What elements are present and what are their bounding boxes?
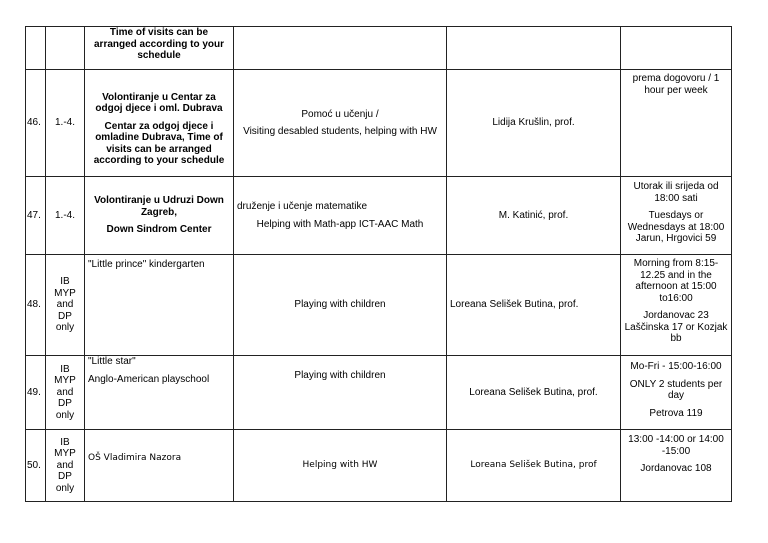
cell-time xyxy=(621,70,732,177)
time-text: Morning from 8:15-12.25 and in the afternoon at 15:00 to16:00 xyxy=(633,258,719,304)
cell-activity xyxy=(234,70,447,177)
activity-text: Playing with children xyxy=(294,299,386,311)
place-text: "Little star" xyxy=(88,356,136,367)
cell-time xyxy=(621,177,732,255)
cell-time xyxy=(621,430,732,502)
cell-num: 47. xyxy=(26,177,46,255)
time-text: 13:00 -14:00 or 14:00 -15:00 xyxy=(628,434,724,457)
cell-place xyxy=(85,356,234,430)
place-text: Centar za odgoj djece i omladine Dubrava, Time of visits can be arranged according to your schedule xyxy=(93,120,225,166)
cell-place xyxy=(85,27,234,70)
place-text: Volontiranje u Centar za odgoj djece i oml. Dubrava xyxy=(95,91,223,114)
activity-text: druženje i učenje matematike xyxy=(237,201,368,212)
cell-mentor: Loreana Selišek Butina, prof. xyxy=(447,356,621,430)
activity-text: Playing with children xyxy=(294,370,386,381)
activity-text: Helping with Math-app ICT-AAC Math xyxy=(256,218,424,230)
cell-place xyxy=(85,177,234,255)
place-text: Down Sindrom Center xyxy=(106,224,212,236)
time-text: Petrova 119 xyxy=(649,407,703,419)
volunteering-table xyxy=(25,26,732,502)
cell-activity xyxy=(234,430,447,502)
cell-mentor: Loreana Selišek Butina, prof. xyxy=(447,255,621,356)
cell-time xyxy=(621,27,732,70)
place-text: OŠ Vladimira Nazora xyxy=(88,452,182,463)
time-text: Mo-Fri - 15:00-16:00 xyxy=(630,361,722,372)
cell-grade: IB MYP and DP only xyxy=(46,356,85,430)
activity-text: Visiting desabled students, helping with HW xyxy=(243,126,437,137)
cell-grade: 1.-4. xyxy=(46,177,85,255)
time-text: Jordanovac 23 Laščinska 17 or Kozjak bb xyxy=(624,310,728,344)
cell-grade: IB MYP and DP only xyxy=(46,255,85,356)
activity-text: Pomoć u učenju / xyxy=(301,108,379,120)
cell-num: 48. xyxy=(26,255,46,356)
cell-activity xyxy=(234,255,447,356)
cell-num: 46. xyxy=(26,70,46,177)
table-row xyxy=(26,70,732,177)
place-text: Time of visits can be arranged according to your schedule xyxy=(93,27,225,61)
place-text: "Little prince" kindergarten xyxy=(88,259,205,270)
place-text: Volontiranje u Udruzi Down Zagreb, xyxy=(94,195,224,218)
place-text: Anglo-American playschool xyxy=(88,373,210,385)
table-row xyxy=(26,27,732,70)
cell-activity xyxy=(234,27,447,70)
time-text: prema dogovoru / 1 hour per week xyxy=(632,73,720,96)
cell-mentor: Loreana Selišek Butina, prof xyxy=(447,430,621,502)
cell-mentor: Lidija Krušlin, prof. xyxy=(447,70,621,177)
cell-place xyxy=(85,430,234,502)
table-row xyxy=(26,430,732,502)
time-text: Jordanovac 108 xyxy=(640,463,712,474)
cell-time xyxy=(621,255,732,356)
cell-num: 49. xyxy=(26,356,46,430)
cell-activity xyxy=(234,356,447,430)
cell-place xyxy=(85,255,234,356)
table-row xyxy=(26,356,732,430)
cell-num xyxy=(26,27,46,70)
cell-place xyxy=(85,70,234,177)
activity-text: Helping with HW xyxy=(302,459,378,470)
time-text: Tuesdays or Wednesdays at 18:00 Jarun, Hrgovici 59 xyxy=(627,210,725,244)
cell-time xyxy=(621,356,732,430)
time-text: Utorak ili srijeda od 18:00 sati xyxy=(633,181,719,204)
cell-mentor xyxy=(447,27,621,70)
cell-grade: 1.-4. xyxy=(46,70,85,177)
cell-grade: IB MYP and DP only xyxy=(46,430,85,502)
time-text: ONLY 2 students per day xyxy=(629,378,723,401)
cell-num: 50. xyxy=(26,430,46,502)
table-row xyxy=(26,255,732,356)
table-row xyxy=(26,177,732,255)
cell-activity xyxy=(234,177,447,255)
cell-mentor: M. Katinić, prof. xyxy=(447,177,621,255)
cell-grade xyxy=(46,27,85,70)
